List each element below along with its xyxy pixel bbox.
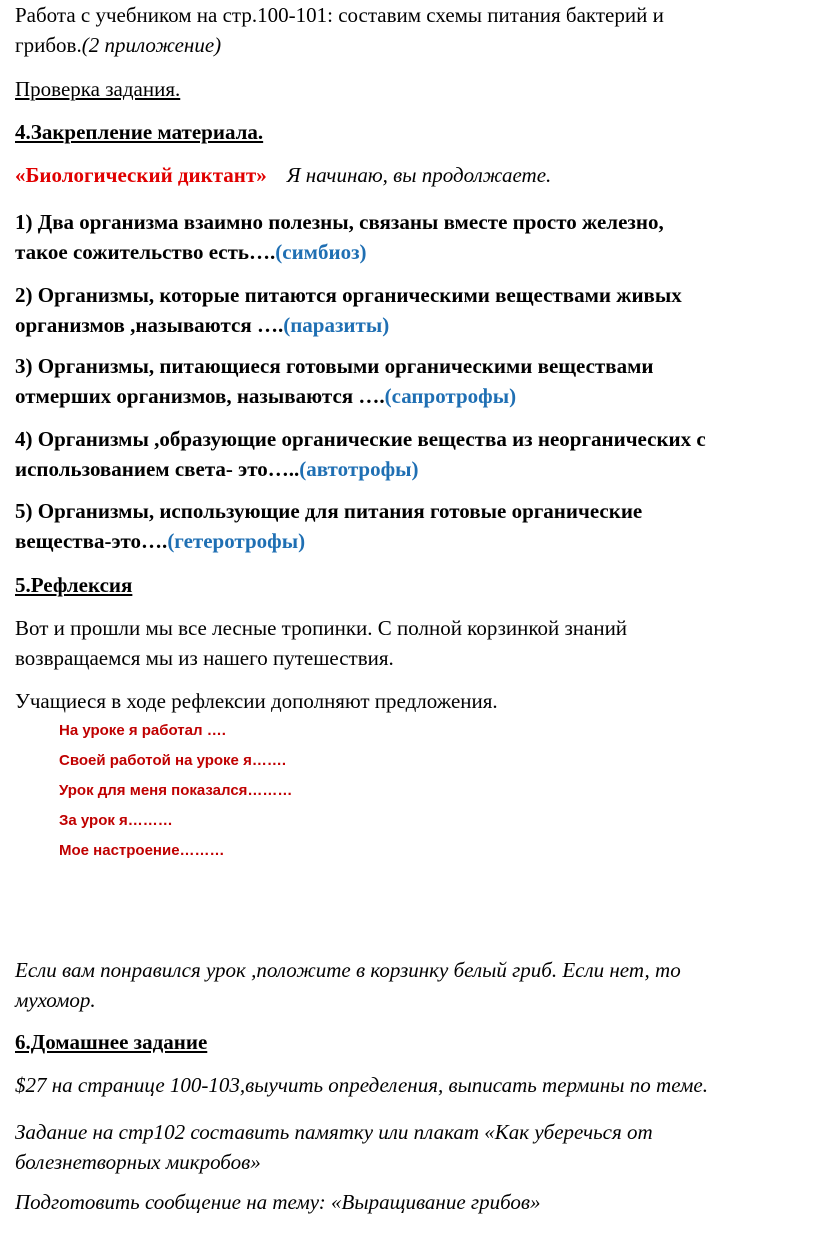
- item-line-1: 2) Организмы, которые питаются органическими веществами живых: [15, 283, 682, 307]
- item-question-end: использованием света- это…..: [15, 457, 300, 481]
- closing-line-1: Если вам понравился урок ,положите в корзинку белый гриб. Если нет, то: [15, 958, 681, 982]
- reflection-prompt: Урок для меня показался………: [59, 782, 293, 799]
- item-answer: (симбиоз): [275, 240, 367, 264]
- item-question-end: такое сожительство есть….: [15, 240, 276, 264]
- item-answer: (паразиты): [283, 313, 390, 337]
- reflection-prompts: [59, 716, 292, 866]
- intro-line-2-italic: (2 приложение): [81, 33, 222, 57]
- item-line-2: [15, 454, 706, 484]
- closing-line-2: мухомор.: [15, 988, 96, 1012]
- dictation-subtitle: Я начинаю, вы продолжаете.: [286, 163, 552, 187]
- item-line-2: [15, 381, 654, 411]
- item-line-1: 3) Организмы, питающиеся готовыми органическими веществами: [15, 354, 654, 378]
- item-line-2: [15, 237, 664, 267]
- dictation-item-4: [15, 424, 706, 484]
- dictation-item-1: [15, 207, 664, 267]
- item-answer: (автотрофы): [299, 457, 419, 481]
- item-question-end: вещества-это….: [15, 529, 168, 553]
- item-line-2: [15, 526, 642, 556]
- item-line-1: 5) Организмы, использующие для питания готовые органические: [15, 499, 643, 523]
- check-task: Проверка задания.: [15, 77, 181, 101]
- section5-heading: 5.Рефлексия: [15, 573, 133, 597]
- reflection-text-line-2: возвращаемся мы из нашего путешествия.: [15, 646, 394, 670]
- dictation-item-2: [15, 280, 682, 340]
- item-answer: (гетеротрофы): [167, 529, 306, 553]
- item-question-end: организмов ,называются ….: [15, 313, 284, 337]
- dictation-title: «Биологический диктант»: [15, 163, 267, 187]
- section4-heading: 4.Закрепление материала.: [15, 120, 264, 144]
- students-line: Учащиеся в ходе рефлексии дополняют предложения.: [15, 689, 498, 713]
- item-line-2: [15, 310, 682, 340]
- section6-heading: 6.Домашнее задание: [15, 1030, 208, 1054]
- item-answer: (сапротрофы): [384, 384, 517, 408]
- intro-line-1: Работа с учебником на стр.100-101: составим схемы питания бактерий и: [15, 3, 664, 27]
- homework-task-2-line-1: Задание на стр102 составить памятку или плакат «Как уберечься от: [15, 1120, 653, 1144]
- dictation-line: [15, 160, 551, 190]
- homework-task-2-line-2: болезнетворных микробов»: [15, 1150, 261, 1174]
- item-line-1: 1) Два организма взаимно полезны, связаны вместе просто железно,: [15, 210, 664, 234]
- homework-task-3: Подготовить сообщение на тему: «Выращивание грибов»: [15, 1190, 541, 1214]
- reflection-prompt: За урок я………: [59, 812, 173, 829]
- intro-line-2-text: грибов.: [15, 33, 82, 57]
- reflection-prompt: Мое настроение………: [59, 842, 225, 859]
- homework-task-1: $27 на странице 100-103,выучить определения, выписать термины по теме.: [15, 1073, 708, 1097]
- dictation-item-3: [15, 351, 654, 411]
- reflection-prompt: Своей работой на уроке я…….: [59, 752, 286, 769]
- dictation-item-5: [15, 496, 642, 556]
- intro-line-2: [15, 30, 221, 60]
- item-question-end: отмерших организмов, называются ….: [15, 384, 385, 408]
- item-line-1: 4) Организмы ,образующие органические вещества из неорганических с: [15, 427, 706, 451]
- reflection-text-line-1: Вот и прошли мы все лесные тропинки. С полной корзинкой знаний: [15, 616, 628, 640]
- reflection-prompt: На уроке я работал ….: [59, 722, 226, 739]
